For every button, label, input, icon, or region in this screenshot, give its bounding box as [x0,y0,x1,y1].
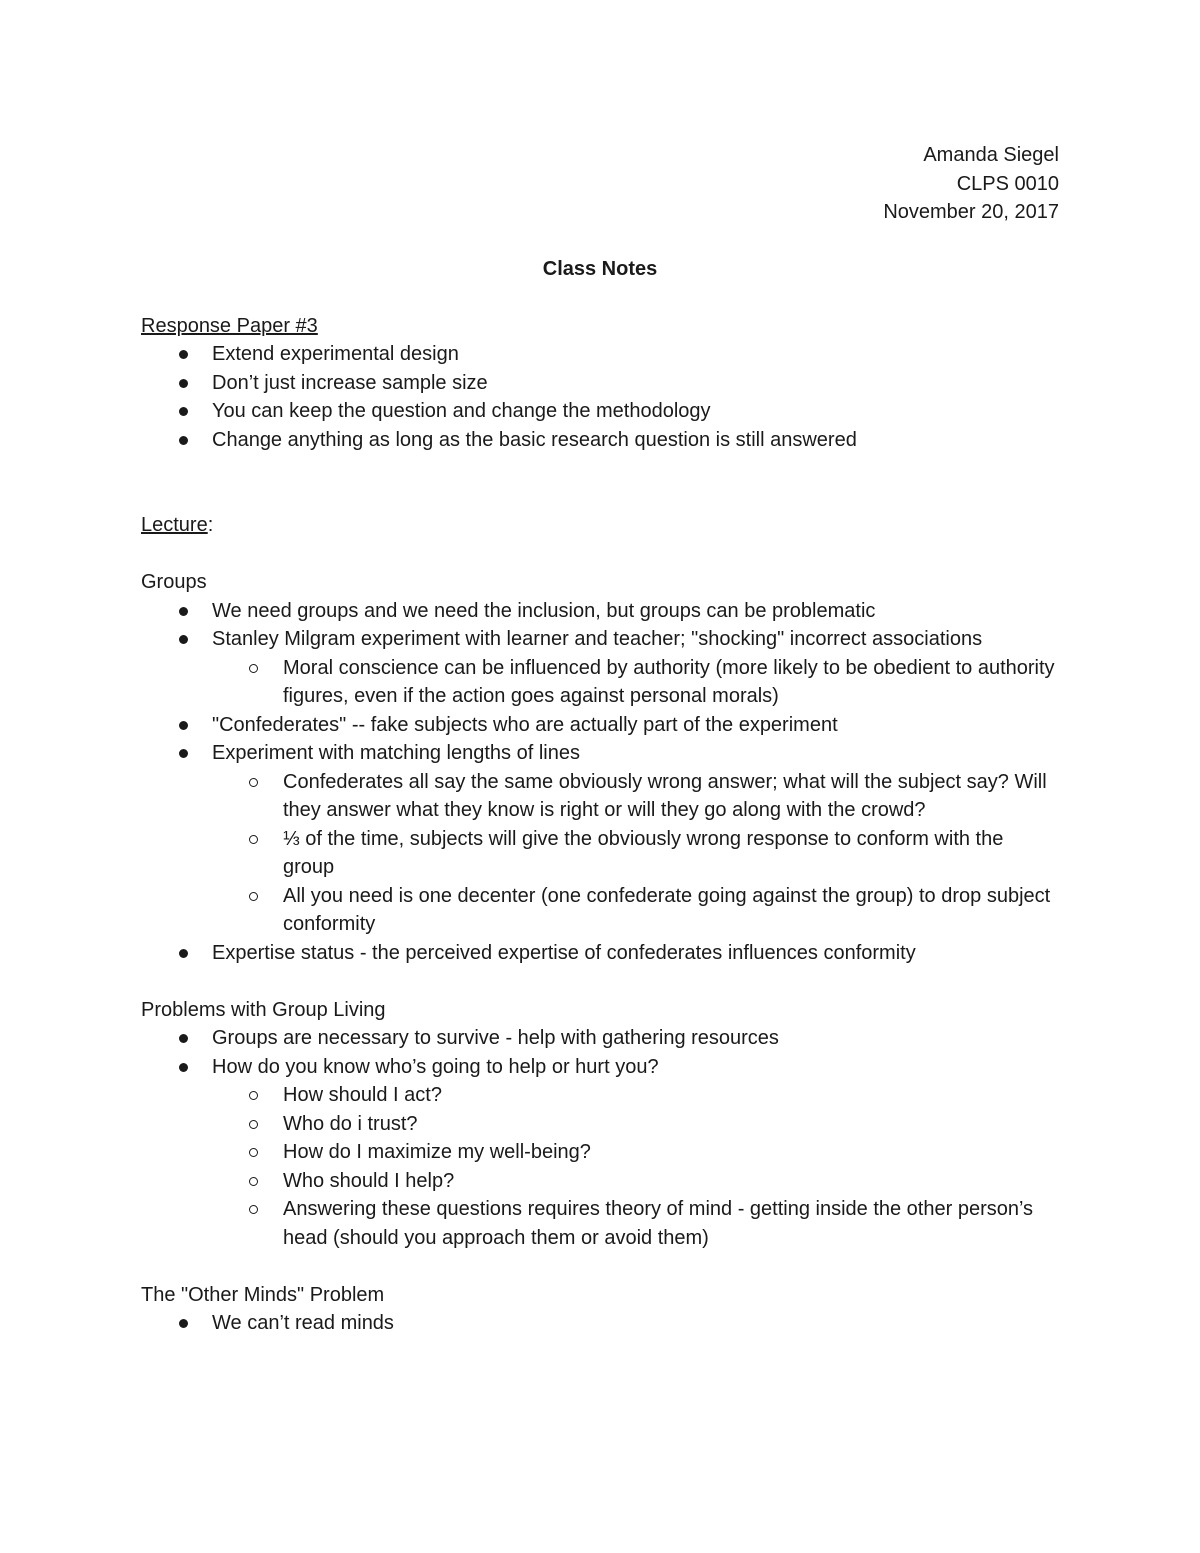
bullet-disc-icon [179,436,188,445]
group-living-list [141,1024,1059,1252]
bullet-disc-icon [179,407,188,416]
author-name: Amanda Siegel [923,144,1059,166]
response-paper-heading: Response Paper #3 [141,314,318,337]
list-item: We can’t read minds [141,1309,1059,1338]
bullet-disc-icon [179,949,188,958]
sub-list-item: How should I act? [212,1081,1059,1110]
spacer [141,454,1059,511]
bullet-circle-icon [249,1120,258,1129]
other-minds-list [141,1309,1059,1338]
list-item: Expertise status - the perceived expertise of confederates influences conformity [141,939,1059,968]
list-item: Groups are necessary to survive - help with gathering resources [141,1024,1059,1053]
other-minds-heading: The "Other Minds" Problem [141,1283,385,1306]
spacer [141,1252,1059,1281]
course-code: CLPS 0010 [956,172,1059,195]
sub-list [212,1081,1059,1252]
bullet-circle-icon [249,1177,258,1186]
sub-list-item: Answering these questions requires theory of mind - getting inside the other person’s head (should you approach them or avoid them) [212,1195,1059,1252]
page-title: Class Notes [542,257,658,280]
sub-list-item: All you need is one decenter (one confederate going against the group) to drop subject conformity [212,882,1059,939]
sub-list-item: How do I maximize my well-being? [212,1138,1059,1167]
response-paper-list [141,340,1059,454]
spacer [141,283,1059,312]
group-living-heading: Problems with Group Living [141,998,386,1021]
groups-list [141,597,1059,968]
bullet-circle-icon [249,835,258,844]
document-date: November 20, 2017 [883,201,1059,223]
bullet-circle-icon [249,664,258,673]
sub-list [212,768,1059,939]
list-item: You can keep the question and change the methodology [141,397,1059,426]
sub-list-item: Confederates all say the same obviously wrong answer; what will the subject say? Will they answer what they know is right or will they go along with the crowd? [212,768,1059,825]
list-item: We need groups and we need the inclusion, but groups can be problematic [141,597,1059,626]
bullet-circle-icon [249,778,258,787]
list-item: Don’t just increase sample size [141,369,1059,398]
sub-list-item: Who do i trust? [212,1110,1059,1139]
bullet-circle-icon [249,1148,258,1157]
bullet-disc-icon [179,1034,188,1043]
list-item: Stanley Milgram experiment with learner and teacher; "shocking" incorrect associations Moral conscience can be influenced by authority (more likely to be obedient to authority figures, even if the action goes against personal morals) [141,625,1059,711]
list-item: How do you know who’s going to help or hurt you? How should I act? Who do i trust? How do I maximize my well-being? Who should I help? Answering these questions requires theory of mind - getting inside the other person’s head (should you approach them or avoid them) [141,1053,1059,1253]
sub-list-item: Moral conscience can be influenced by authority (more likely to be obedient to authority figures, even if the action goes against personal morals) [212,654,1059,711]
lecture-heading: Lecture: [141,514,214,536]
bullet-circle-icon [249,1205,258,1214]
bullet-disc-icon [179,749,188,758]
sub-list [212,654,1059,711]
list-item: Experiment with matching lengths of lines Confederates all say the same obviously wrong answer; what will the subject say? Will they answer what they know is right or will they go along with the crowd? ⅓ of the time, subjects will give the obviously wrong response to conform with the group All you need is one decenter (one confederate going against the group) to drop subject conformity [141,739,1059,939]
bullet-disc-icon [179,379,188,388]
bullet-disc-icon [179,1319,188,1328]
document-page [141,141,1059,1338]
bullet-circle-icon [249,1091,258,1100]
list-item: Extend experimental design [141,340,1059,369]
bullet-disc-icon [179,350,188,359]
bullet-disc-icon [179,721,188,730]
bullet-circle-icon [249,892,258,901]
sub-list-item: Who should I help? [212,1167,1059,1196]
bullet-disc-icon [179,635,188,644]
sub-list-item: ⅓ of the time, subjects will give the obviously wrong response to conform with the group [212,825,1059,882]
groups-heading: Groups [141,571,207,593]
list-item: Change anything as long as the basic research question is still answered [141,426,1059,455]
spacer [141,540,1059,569]
bullet-disc-icon [179,1063,188,1072]
list-item: "Confederates" -- fake subjects who are actually part of the experiment [141,711,1059,740]
bullet-disc-icon [179,607,188,616]
spacer [141,967,1059,996]
